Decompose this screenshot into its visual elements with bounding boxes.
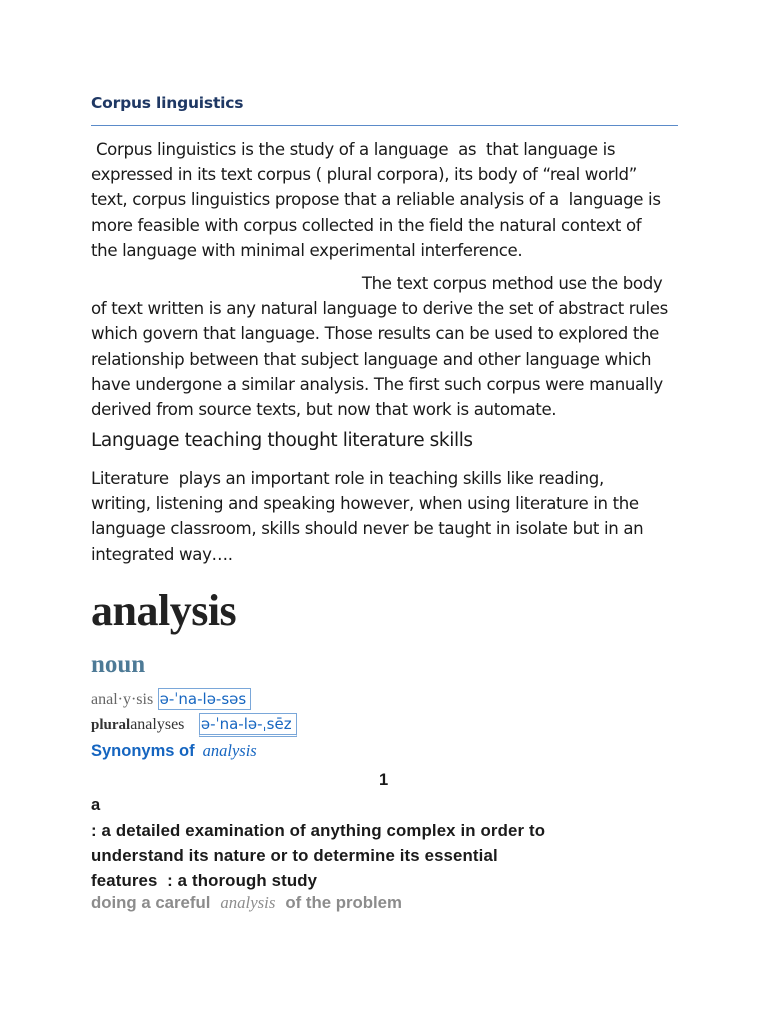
- example-after: of the problem: [285, 893, 402, 912]
- plural-form: analyses: [130, 716, 185, 733]
- heading-underline: [91, 125, 678, 126]
- usage-example: [91, 893, 402, 913]
- paragraph-literature: Literature plays an important role in teaching skills like reading, writing, listening and speaking however, when using literature in the language classroom, skills should never be taught in isolate but in an integrated way….: [91, 469, 644, 564]
- pronunciation-link[interactable]: ə-ˈna-lə-səs: [158, 688, 252, 710]
- syllables-row: [91, 688, 251, 710]
- dictionary-headword: analysis: [91, 586, 237, 635]
- section-heading: Corpus linguistics: [91, 94, 244, 112]
- plural-row: [91, 713, 297, 737]
- subheading-language-teaching: Language teaching thought literature skills: [91, 430, 473, 451]
- syllables: anal·y·sis: [91, 691, 154, 708]
- synonyms-row[interactable]: [91, 741, 257, 761]
- plural-pronunciation-link[interactable]: ə-ˈna-lə-ˌsēz: [199, 713, 297, 737]
- part-of-speech: noun: [91, 651, 146, 678]
- example-word: analysis: [220, 893, 276, 912]
- synonyms-word[interactable]: analysis: [202, 741, 257, 760]
- definition-text: : a detailed examination of anything complex in order to understand its nature or to determine its essential features : a thorough study: [91, 821, 546, 890]
- plural-label: plural: [91, 717, 131, 733]
- sense-letter: a: [91, 796, 101, 814]
- paragraph-corpus-definition: Corpus linguistics is the study of a language as that language is expressed in its text corpus ( plural corpora), its body of “real world” text, corpus linguistics propose that a reliable analysis of a language is more feasible with corpus collected in the field the natural context of the language with minimal experimental interference.: [91, 140, 661, 260]
- example-before: doing a careful: [91, 893, 211, 912]
- synonyms-label[interactable]: Synonyms of: [91, 742, 195, 760]
- sense-number: 1: [379, 771, 389, 789]
- paragraph-corpus-method: The text corpus method use the body of text written is any natural language to derive the set of abstract rules which govern that language. Those results can be used to explored the relationship between that subject language and other language which have undergone a similar analysis. The first such corpus were manually derived from source texts, but now that work is automate.: [91, 274, 668, 420]
